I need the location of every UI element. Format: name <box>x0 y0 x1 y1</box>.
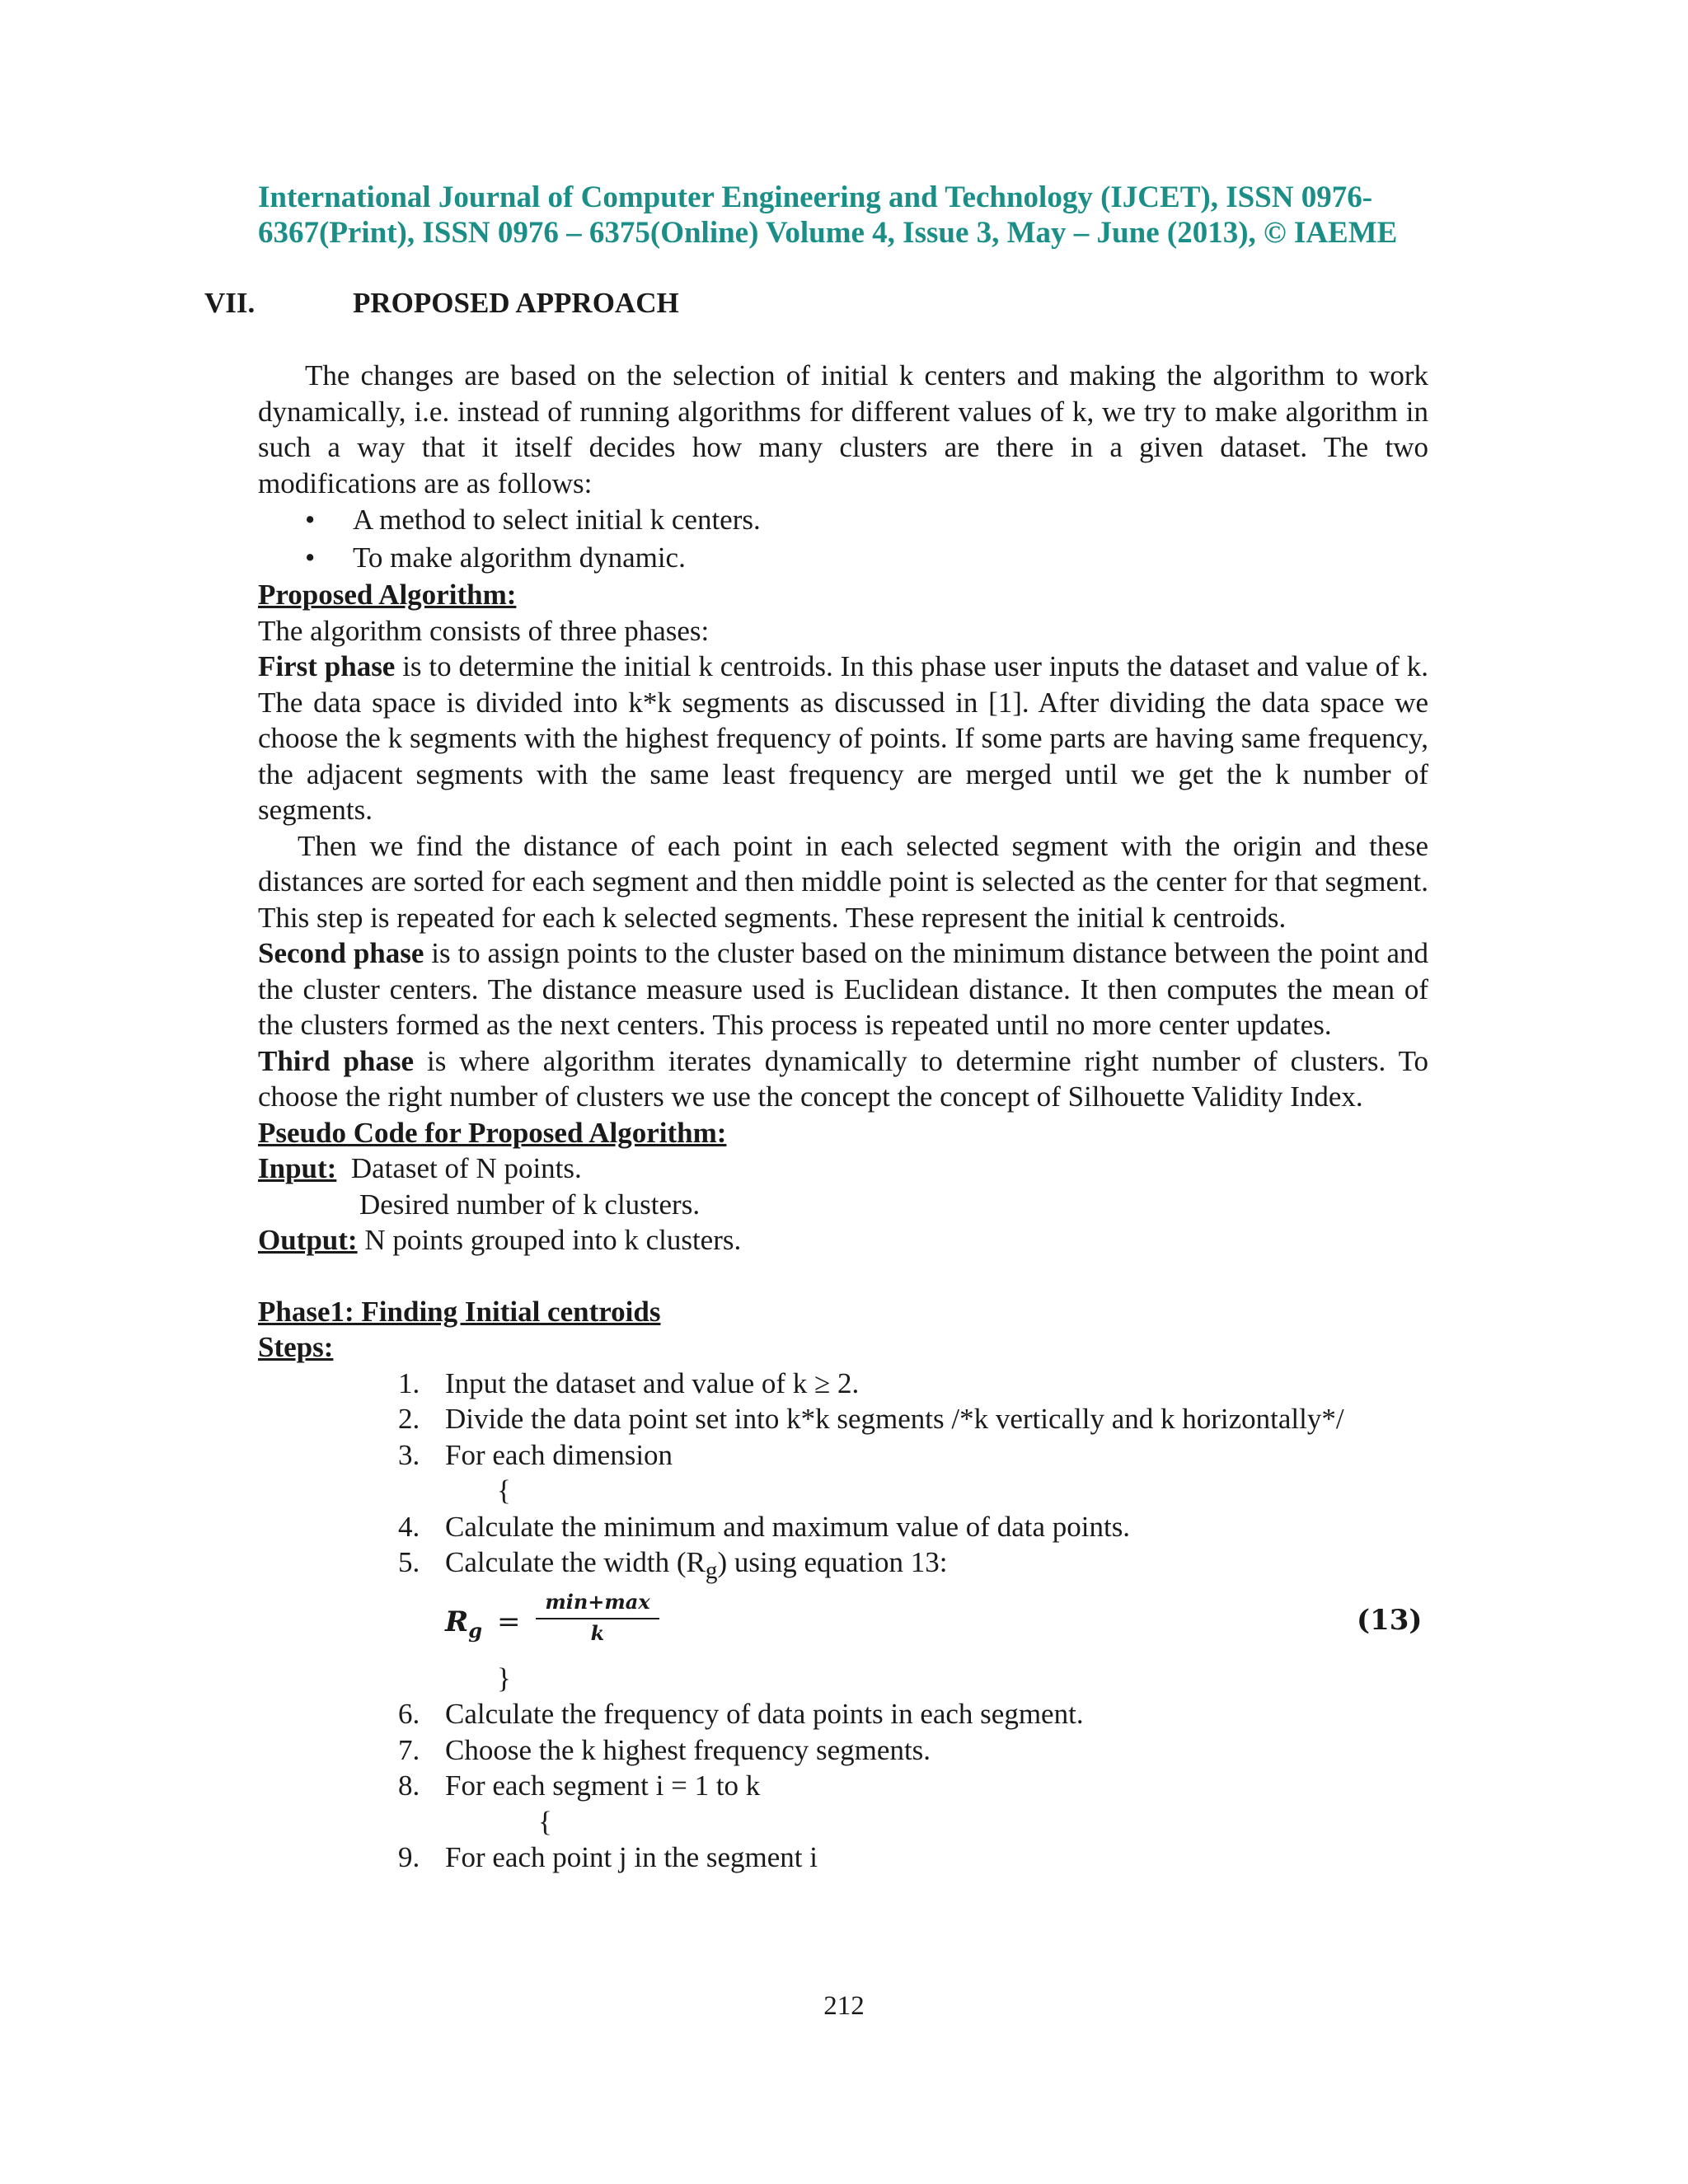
step-item <box>258 1840 1428 1876</box>
open-brace: { <box>538 1805 552 1838</box>
close-brace: } <box>497 1661 511 1694</box>
first-phase-label: First phase <box>258 650 396 682</box>
first-phase-text: is to determine the initial k centroids. In this phase user inputs the dataset and value of k. The data space is divided into k*k segments as discussed in [1]. After dividing the data space we choose the k segments with the highest frequency of points. If some parts are having same frequency, the adjacent segments with the same least frequency are merged until we get the k number of segments. <box>258 650 1429 826</box>
step-text-after: ) using equation 13: <box>717 1546 948 1578</box>
list-item <box>258 501 1428 539</box>
phases-intro: The algorithm consists of three phases: <box>258 614 710 647</box>
journal-header-line-2: 6367(Print), ISSN 0976 – 6375(Online) Volume 4, Issue 3, May – June (2013), © IAEME <box>258 216 1398 250</box>
bullet-icon: • <box>305 541 316 574</box>
journal-header-line-1: International Journal of Computer Engineering and Technology (IJCET), ISSN 0976- <box>258 180 1373 214</box>
spacer <box>258 1258 1428 1294</box>
page-number: 212 <box>823 1991 865 2021</box>
input-label: Input: <box>258 1152 337 1184</box>
step-text: For each point j in the segment i <box>445 1841 818 1873</box>
output-label: Output: <box>258 1224 358 1256</box>
input-line <box>258 1151 1428 1187</box>
intro-paragraph: The changes are based on the selection of initial k centers and making the algorithm to work dynamically, i.e. instead of running algorithms for different values of k, we try to make algorithm in such a way that it itself decides how many clusters are there in a given dataset. The two modifications are as follows: <box>258 359 1428 499</box>
pseudo-code-heading: Pseudo Code for Proposed Algorithm: <box>258 1116 727 1149</box>
step-item <box>258 1437 1428 1474</box>
list-item <box>258 539 1428 577</box>
step-text-before: Calculate the width (R <box>445 1546 706 1578</box>
third-phase-paragraph <box>258 1043 1428 1115</box>
step-number: 2. <box>398 1403 420 1435</box>
section-title: PROPOSED APPROACH <box>353 287 679 319</box>
step-number: 6. <box>398 1698 420 1730</box>
step-text: Input the dataset and value of k ≥ 2. <box>445 1366 860 1399</box>
equation-number: (13) <box>1357 1603 1423 1637</box>
proposed-algorithm-heading: Proposed Algorithm: <box>258 579 517 611</box>
step-number: 4. <box>398 1510 420 1543</box>
equation-denominator: k <box>590 1620 605 1645</box>
third-phase-label: Third phase <box>258 1044 415 1077</box>
step-item <box>258 1696 1428 1732</box>
step-text: Calculate the minimum and maximum value of data points. <box>445 1510 1131 1543</box>
input-text-2: Desired number of k clusters. <box>359 1188 701 1221</box>
step-item <box>258 1509 1428 1545</box>
step-text: For each dimension <box>445 1438 673 1471</box>
step-text-sub: g <box>705 1558 718 1584</box>
step-text: Calculate the frequency of data points in each segment. <box>445 1698 1084 1730</box>
input-text-1: Dataset of N points. <box>350 1152 582 1184</box>
step-number: 7. <box>398 1733 420 1766</box>
steps-list <box>258 1366 1428 1474</box>
steps-list <box>258 1840 1428 1876</box>
width-equation <box>445 1590 1428 1661</box>
equation-equals: = <box>497 1605 521 1638</box>
steps-heading: Steps: <box>258 1331 334 1363</box>
step-text: For each segment i = 1 to k <box>445 1769 761 1802</box>
modification-list <box>258 501 1428 577</box>
step-number: 5. <box>398 1546 420 1578</box>
equation-lhs-sub: g <box>468 1618 483 1643</box>
section-heading <box>204 287 679 320</box>
third-phase-text: is where algorithm iterates dynamically to determine right number of clusters. To choose the right number of clusters we use the concept the concept of Silhouette Validity Index. <box>258 1044 1429 1113</box>
first-phase-paragraph <box>258 649 1428 828</box>
body-text <box>258 358 1428 1876</box>
step-number: 3. <box>398 1438 420 1471</box>
second-phase-label: Second phase <box>258 937 424 969</box>
steps-list <box>258 1696 1428 1804</box>
step-item <box>258 1544 1428 1590</box>
phase1-heading: Phase1: Finding Initial centroids <box>258 1295 661 1328</box>
step-text: Choose the k highest frequency segments. <box>445 1733 931 1766</box>
steps-list <box>258 1509 1428 1590</box>
step-item <box>258 1366 1428 1402</box>
journal-header <box>258 180 1428 251</box>
step-number: 8. <box>398 1769 420 1802</box>
output-line <box>258 1222 1428 1258</box>
list-item-text: To make algorithm dynamic. <box>353 541 686 574</box>
bullet-icon: • <box>305 504 316 536</box>
equation-lhs-symbol: R <box>445 1605 469 1638</box>
list-item-text: A method to select initial k centers. <box>353 504 761 536</box>
equation-lhs <box>445 1605 482 1648</box>
step-item <box>258 1401 1428 1437</box>
section-number: VII. <box>204 287 256 319</box>
open-brace: { <box>497 1474 511 1507</box>
step-number: 1. <box>398 1366 420 1399</box>
step-number: 9. <box>398 1841 420 1873</box>
step-item <box>258 1732 1428 1769</box>
step-item <box>258 1768 1428 1804</box>
second-phase-paragraph <box>258 935 1428 1043</box>
second-phase-text: is to assign points to the cluster based on the minimum distance between the point and the cluster centers. The distance measure used is Euclidean distance. It then computes the mean of the clusters formed as the next centers. This process is repeated until no more center updates. <box>258 937 1428 1041</box>
equation-numerator: min+max <box>536 1590 659 1619</box>
then-paragraph: Then we find the distance of each point in each selected segment with the origin and these distances are sorted for each segment and then middle point is selected as the center for that segment. This step is repeated for each k selected segments. These represent the initial k centroids. <box>258 829 1428 934</box>
equation-fraction <box>536 1590 659 1647</box>
step-text: Divide the data point set into k*k segments /*k vertically and k horizontally*/ <box>445 1403 1344 1435</box>
output-text: N points grouped into k clusters. <box>364 1224 742 1256</box>
